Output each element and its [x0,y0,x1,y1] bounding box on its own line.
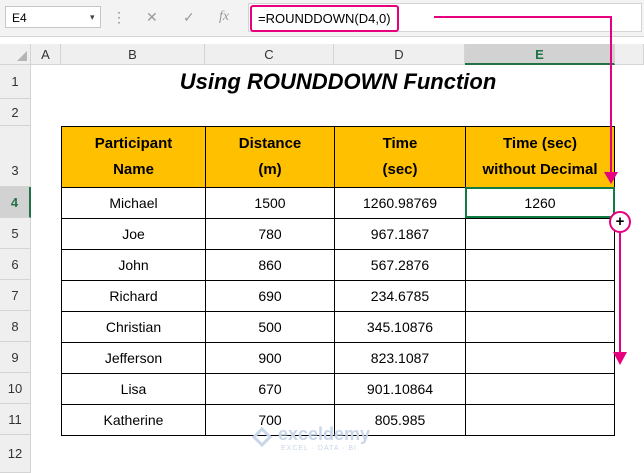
insert-function-icon[interactable]: fx [219,9,230,24]
row-header-10[interactable]: 10 [0,373,31,404]
header-line: without Decimal [482,161,598,178]
cell-b5[interactable]: Joe [61,218,206,250]
formula-to-cell-arrow [434,17,611,176]
header-line: Name [113,161,154,178]
cell-e4[interactable]: 1260 [465,187,615,219]
cell-d9[interactable]: 823.1087 [334,342,466,374]
crosshair-cursor-icon: + [609,211,631,233]
cell-c4[interactable]: 1500 [205,187,335,219]
header-line: Participant [94,135,173,152]
column-header-c[interactable]: C [205,44,334,65]
name-box[interactable]: E4 [5,6,101,28]
row-header-4[interactable]: 4 [0,187,31,218]
cell-c7[interactable]: 690 [205,280,335,312]
column-header-e[interactable]: E [465,44,615,65]
cell-b10[interactable]: Lisa [61,373,206,405]
header-line: (sec) [382,161,418,178]
cell-c10[interactable]: 670 [205,373,335,405]
arrowhead-down-icon [613,352,627,365]
watermark-tagline: EXCEL · DATA · BI [281,445,357,452]
row-header-2[interactable]: 2 [0,99,31,126]
cell-d8[interactable]: 345.10876 [334,311,466,343]
header-line: Time (sec) [503,135,577,152]
cell-b4[interactable]: Michael [61,187,206,219]
row-header-7[interactable]: 7 [0,280,31,311]
cell-d6[interactable]: 567.2876 [334,249,466,281]
cell-c6[interactable]: 860 [205,249,335,281]
arrowhead-down-icon [604,172,618,184]
header-line: Time [382,135,418,152]
row-header-5[interactable]: 5 [0,218,31,249]
cancel-icon[interactable]: ✕ [146,9,158,25]
column-header-b[interactable]: B [61,44,205,65]
more-options-icon[interactable]: ⋮ [112,9,127,25]
sheet-title: Using ROUNDDOWN Function [179,69,497,94]
cell-b6[interactable]: John [61,249,206,281]
header-line: (m) [258,161,282,178]
cell-d11[interactable]: 805.985 [334,404,466,436]
exceldemy-logo-icon [252,427,272,447]
cell-d10[interactable]: 901.10864 [334,373,466,405]
cell-d4[interactable]: 1260.98769 [334,187,466,219]
row-header-6[interactable]: 6 [0,249,31,280]
row-header-1[interactable]: 1 [0,65,31,99]
row-header-11[interactable]: 11 [0,404,31,435]
cell-d5[interactable]: 967.1867 [334,218,466,250]
cell-b9[interactable]: Jefferson [61,342,206,374]
cell-c9[interactable]: 900 [205,342,335,374]
row-header-12[interactable]: 12 [0,435,31,473]
row-header-3[interactable]: 3 [0,126,31,187]
row-header-9[interactable]: 9 [0,342,31,373]
row-header-8[interactable]: 8 [0,311,31,342]
cell-b7[interactable]: Richard [61,280,206,312]
watermark-name: exceldemy [278,424,371,444]
cell-c11[interactable]: 700 [205,404,335,436]
column-header-a[interactable]: A [31,44,61,65]
cell-b8[interactable]: Christian [61,311,206,343]
enter-icon[interactable]: ✓ [183,9,195,25]
cell-b11[interactable]: Katherine [61,404,206,436]
header-line: Distance [238,135,302,152]
cell-c8[interactable]: 500 [205,311,335,343]
cell-c5[interactable]: 780 [205,218,335,250]
formula-text: =ROUNDDOWN(D4,0) [250,5,399,32]
cell-d7[interactable]: 234.6785 [334,280,466,312]
name-box-dropdown-icon[interactable]: ▾ [90,12,95,22]
column-header-d[interactable]: D [334,44,465,65]
